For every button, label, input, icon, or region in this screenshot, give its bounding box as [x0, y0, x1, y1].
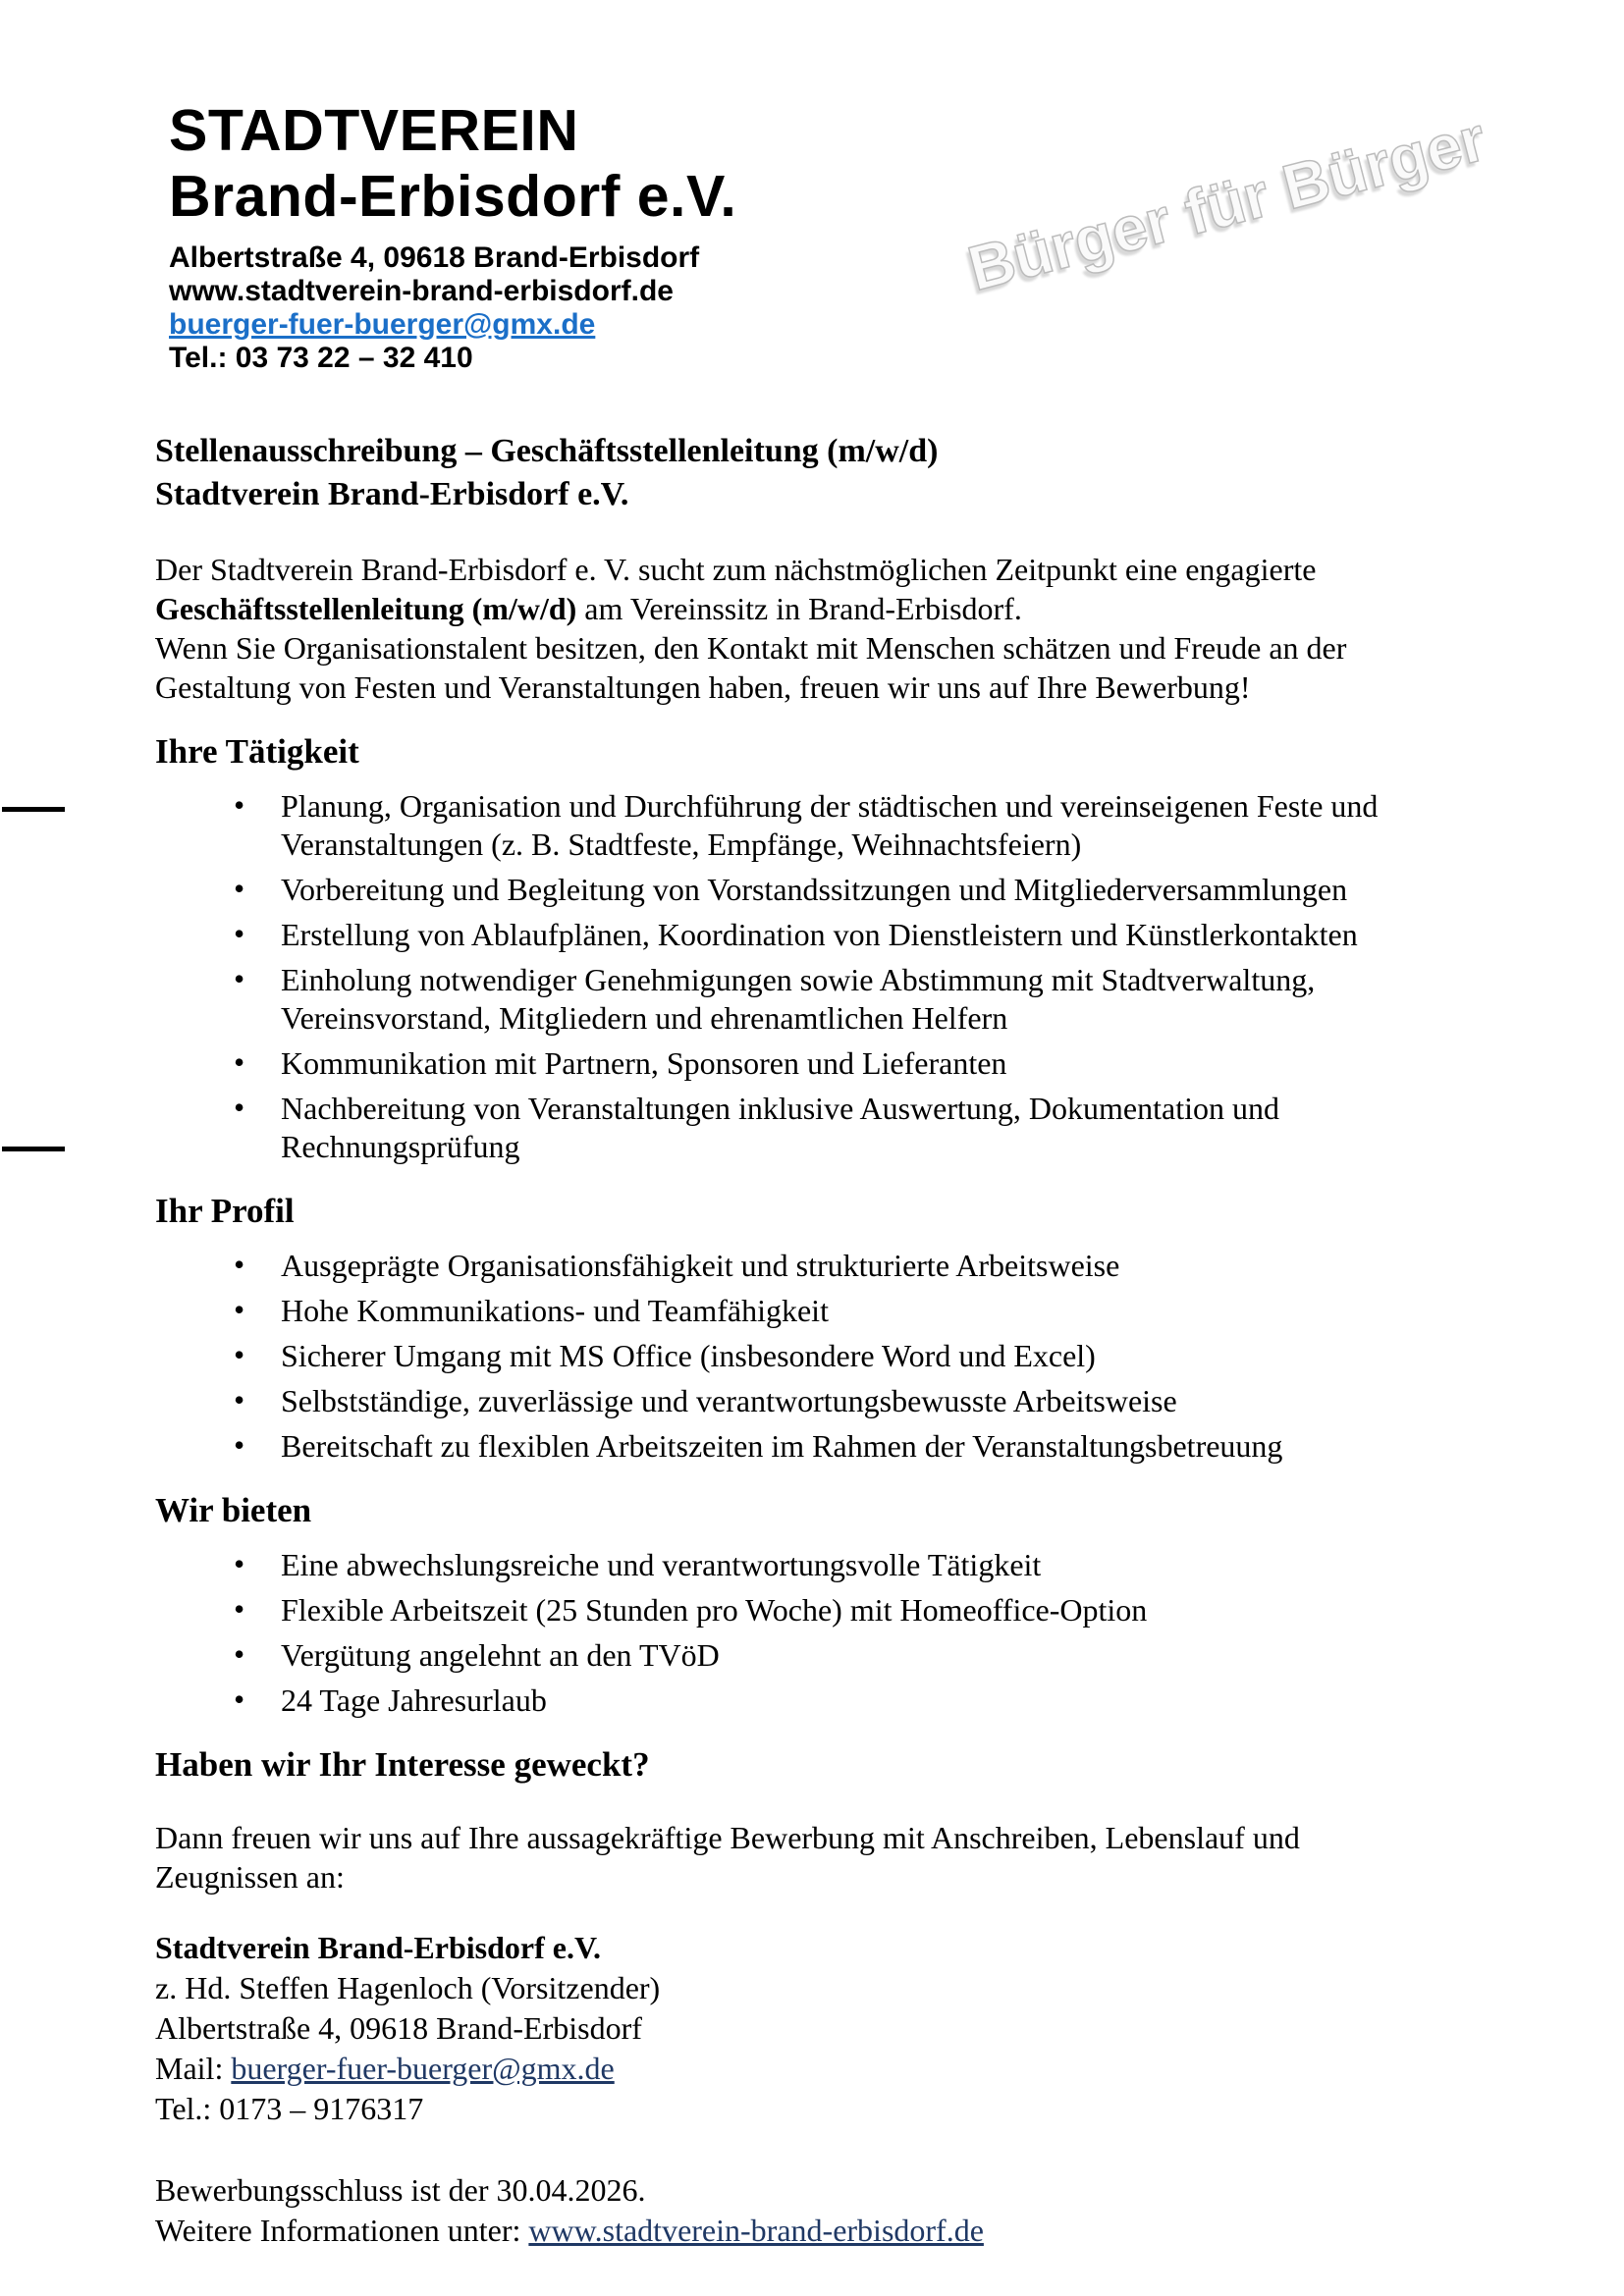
list-wir-bieten	[155, 1546, 1432, 1720]
contact-mail-label: Mail:	[155, 2051, 232, 2086]
list-item-text: Planung, Organisation und Durchführung der städtischen und vereinseigenen Feste und Veranstaltungen (z. B. Stadtfeste, Empfänge, Weihnachtsfeiern)	[281, 788, 1379, 862]
bullet-icon: •	[234, 1591, 245, 1627]
list-item-text: Vergütung angelehnt an den TVöD	[281, 1637, 720, 1673]
list-item	[234, 1636, 1432, 1675]
bullet-icon: •	[234, 1247, 245, 1282]
list-item-text: Eine abwechslungsreiche und verantwortungsvolle Tätigkeit	[281, 1547, 1042, 1582]
bullet-icon: •	[234, 1546, 245, 1581]
org-name-line2: Brand-Erbisdorf e.V.	[169, 164, 737, 229]
application-deadline: Bewerbungsschluss ist der 30.04.2026.	[155, 2172, 646, 2208]
list-item-text: Einholung notwendiger Genehmigungen sowie Abstimmung mit Stadtverwaltung, Vereinsvorstand, Mitgliedern und ehrenamtlichen Helfern	[281, 962, 1316, 1036]
bullet-icon: •	[234, 1382, 245, 1417]
list-item	[234, 1337, 1432, 1375]
intro-text-bold: Geschäftsstellenleitung (m/w/d)	[155, 591, 577, 626]
job-posting-title-line2: Stadtverein Brand-Erbisdorf e.V.	[155, 476, 629, 512]
footer-block	[155, 2170, 1432, 2251]
bullet-icon: •	[234, 961, 245, 996]
contact-email-link[interactable]: buerger-fuer-buerger@gmx.de	[231, 2051, 615, 2086]
section-heading-profil: Ihr Profil	[155, 1192, 295, 1230]
more-info-label: Weitere Informationen unter:	[155, 2213, 529, 2248]
section-heading-taetigkeit: Ihre Tätigkeit	[155, 732, 359, 771]
letterhead-phone: Tel.: 03 73 22 – 32 410	[169, 342, 473, 374]
bullet-icon: •	[234, 871, 245, 906]
contact-block	[155, 1928, 1432, 2129]
list-item-text: Kommunikation mit Partnern, Sponsoren und Lieferanten	[281, 1045, 1007, 1081]
intro-paragraph	[155, 550, 1432, 707]
list-item-text: Nachbereitung von Veranstaltungen inklusive Auswertung, Dokumentation und Rechnungsprüfung	[281, 1091, 1279, 1164]
list-taetigkeit	[155, 787, 1432, 1166]
intro-text-line2: Wenn Sie Organisationstalent besitzen, den Kontakt mit Menschen schätzen und Freude an der Gestaltung von Festen und Veranstaltungen haben, freuen wir uns auf Ihre Bewerbung!	[155, 630, 1347, 705]
list-item-text: Selbstständige, zuverlässige und verantwortungsbewusste Arbeitsweise	[281, 1383, 1177, 1418]
letterhead-address: Albertstraße 4, 09618 Brand-Erbisdorf	[169, 241, 700, 274]
section-heading-interesse: Haben wir Ihr Interesse geweckt?	[155, 1745, 650, 1784]
bullet-icon: •	[234, 1044, 245, 1080]
list-item-text: Sicherer Umgang mit MS Office (insbesondere Word und Excel)	[281, 1338, 1096, 1373]
list-item	[234, 961, 1432, 1038]
letterhead-website: www.stadtverein-brand-erbisdorf.de	[169, 275, 674, 307]
contact-address: Albertstraße 4, 09618 Brand-Erbisdorf	[155, 2010, 642, 2046]
list-item-text: Bereitschaft zu flexiblen Arbeitszeiten im Rahmen der Veranstaltungsbetreuung	[281, 1428, 1283, 1464]
list-item	[234, 787, 1432, 864]
list-profil	[155, 1247, 1432, 1466]
list-item	[234, 1682, 1432, 1720]
contact-phone: Tel.: 0173 – 9176317	[155, 2091, 424, 2126]
bullet-icon: •	[234, 787, 245, 823]
list-item	[234, 1427, 1432, 1466]
org-name-line1: STADTVEREIN	[169, 98, 579, 163]
bullet-icon: •	[234, 1337, 245, 1372]
bullet-icon: •	[234, 916, 245, 951]
list-item-text: Flexible Arbeitszeit (25 Stunden pro Woche) mit Homeoffice-Option	[281, 1592, 1148, 1628]
list-item-text: Erstellung von Ablaufplänen, Koordination von Dienstleistern und Künstlerkontakten	[281, 917, 1358, 952]
list-item-text: Vorbereitung und Begleitung von Vorstandssitzungen und Mitgliederversammlungen	[281, 872, 1348, 907]
section-heading-wir-bieten: Wir bieten	[155, 1491, 312, 1529]
list-item	[234, 1044, 1432, 1083]
list-item	[234, 1382, 1432, 1420]
list-item-text: 24 Tage Jahresurlaub	[281, 1682, 547, 1718]
intro-text-part2: am Vereinssitz in Brand-Erbisdorf.	[576, 591, 1022, 626]
contact-org: Stadtverein Brand-Erbisdorf e.V.	[155, 1930, 601, 1965]
bullet-icon: •	[234, 1292, 245, 1327]
job-posting-title-line1: Stellenausschreibung – Geschäftsstellenleitung (m/w/d)	[155, 433, 939, 469]
contact-mail-line	[155, 2049, 1432, 2089]
list-item-text: Ausgeprägte Organisationsfähigkeit und strukturierte Arbeitsweise	[281, 1248, 1120, 1283]
list-item	[234, 916, 1432, 954]
bullet-icon: •	[234, 1090, 245, 1125]
more-info-line	[155, 2211, 1432, 2251]
bullet-icon: •	[234, 1682, 245, 1717]
job-posting-title	[155, 430, 1432, 516]
website-link[interactable]: www.stadtverein-brand-erbisdorf.de	[528, 2213, 984, 2248]
list-item	[234, 1591, 1432, 1629]
letterhead-details	[169, 241, 1624, 375]
main-content	[155, 430, 1432, 2251]
bullet-icon: •	[234, 1427, 245, 1463]
contact-attn: z. Hd. Steffen Hagenloch (Vorsitzender)	[155, 1970, 661, 2005]
bullet-icon: •	[234, 1636, 245, 1672]
fold-mark	[2, 1147, 65, 1151]
fold-mark	[2, 807, 65, 812]
closing-paragraph: Dann freuen wir uns auf Ihre aussagekräftige Bewerbung mit Anschreiben, Lebenslauf und Zeugnissen an:	[155, 1820, 1300, 1895]
list-item-text: Hohe Kommunikations- und Teamfähigkeit	[281, 1293, 829, 1328]
letterhead-email-link[interactable]: buerger-fuer-buerger@gmx.de	[169, 308, 596, 341]
list-item	[234, 871, 1432, 909]
list-item	[234, 1090, 1432, 1166]
watermark-buerger-fuer-buerger: Bürger für Bürger	[960, 102, 1493, 304]
list-item	[234, 1546, 1432, 1584]
list-item	[234, 1292, 1432, 1330]
intro-text-part1: Der Stadtverein Brand-Erbisdorf e. V. sucht zum nächstmöglichen Zeitpunkt eine engagierte	[155, 552, 1317, 587]
list-item	[234, 1247, 1432, 1285]
